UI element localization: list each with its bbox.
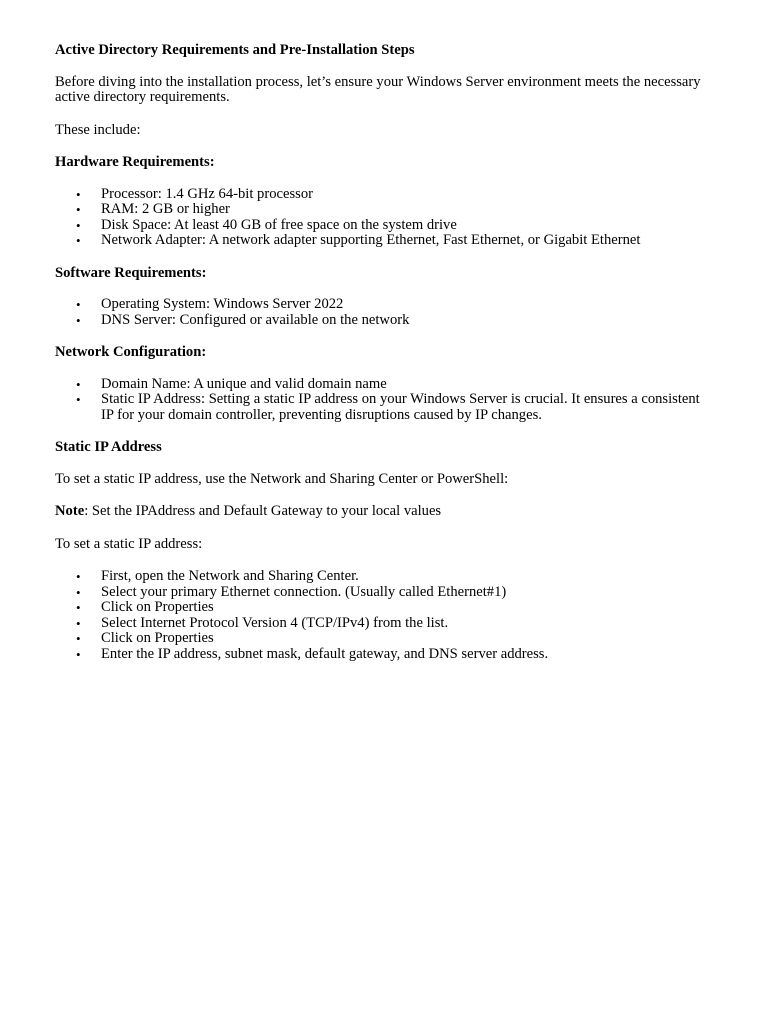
list-item-text: Click on Properties (101, 599, 214, 615)
document-page (55, 43, 735, 679)
list-item (55, 569, 735, 585)
these-include-text: These include: (55, 121, 141, 138)
note-paragraph (55, 504, 735, 520)
bullet-icon: • (76, 600, 81, 615)
list-item-text: First, open the Network and Sharing Center. (101, 568, 359, 584)
list-item-text: Click on Properties (101, 630, 214, 646)
list-item (55, 585, 735, 601)
list-item (55, 218, 735, 234)
note-text: : Set the IPAddress and Default Gateway to your local values (84, 503, 442, 519)
hardware-requirements-heading: Hardware Requirements: (55, 154, 215, 170)
list-item (55, 313, 735, 329)
list-item (55, 233, 735, 249)
list-item (55, 600, 735, 616)
software-requirements-list (55, 297, 735, 328)
bullet-icon: • (76, 217, 81, 233)
bullet-icon: • (76, 392, 81, 407)
static-ip-intro: To set a static IP address, use the Network and Sharing Center or PowerShell: (55, 470, 509, 487)
software-requirements-heading: Software Requirements: (55, 264, 207, 281)
bullet-icon: • (76, 584, 81, 600)
list-item-text: Network Adapter: A network adapter supporting Ethernet, Fast Ethernet, or Gigabit Ethernet (101, 232, 641, 248)
bullet-icon: • (76, 297, 81, 312)
list-item-text: Select your primary Ethernet connection. (Usually called Ethernet#1) (101, 583, 507, 600)
static-ip-heading: Static IP Address (55, 439, 162, 455)
bullet-icon: • (76, 631, 81, 646)
note-label: Note (55, 503, 85, 519)
list-item-text: Select Internet Protocol Version 4 (TCP/IPv4) from the list. (101, 614, 449, 631)
list-item-text: Disk Space: At least 40 GB of free space on the system drive (101, 216, 457, 233)
list-item (55, 202, 735, 218)
hardware-requirements-list (55, 187, 735, 249)
list-item-text: Processor: 1.4 GHz 64-bit processor (101, 185, 313, 202)
list-item (55, 187, 735, 203)
list-item (55, 616, 735, 632)
bullet-icon: • (76, 615, 81, 631)
network-configuration-heading: Network Configuration: (55, 344, 207, 360)
list-item (55, 377, 735, 393)
bullet-icon: • (76, 312, 81, 328)
list-item-text: Static IP Address: Setting a static IP address on your Windows Server is crucial. It ensures a consistent IP for your domain controller, preventing disruptions caused by IP changes. (101, 391, 700, 423)
list-item-text: DNS Server: Configured or available on the network (101, 311, 410, 328)
bullet-icon: • (76, 233, 81, 248)
bullet-icon: • (76, 202, 81, 217)
steps-intro: To set a static IP address: (55, 535, 203, 552)
list-item (55, 631, 735, 647)
network-configuration-list (55, 377, 735, 424)
document-title: Active Directory Requirements and Pre-Installation Steps (55, 42, 415, 58)
list-item-text: Enter the IP address, subnet mask, default gateway, and DNS server address. (101, 645, 549, 662)
bullet-icon: • (76, 186, 81, 202)
list-item-text: RAM: 2 GB or higher (101, 201, 230, 217)
intro-paragraph: Before diving into the installation process, let’s ensure your Windows Server environment meets the necessary active directory requirements. (55, 73, 701, 105)
bullet-icon: • (76, 646, 81, 662)
list-item (55, 392, 735, 423)
list-item (55, 647, 735, 663)
list-item-text: Operating System: Windows Server 2022 (101, 296, 344, 312)
list-item-text: Domain Name: A unique and valid domain name (101, 375, 387, 392)
bullet-icon: • (76, 376, 81, 392)
bullet-icon: • (76, 569, 81, 584)
static-ip-steps-list (55, 569, 735, 662)
list-item (55, 297, 735, 313)
